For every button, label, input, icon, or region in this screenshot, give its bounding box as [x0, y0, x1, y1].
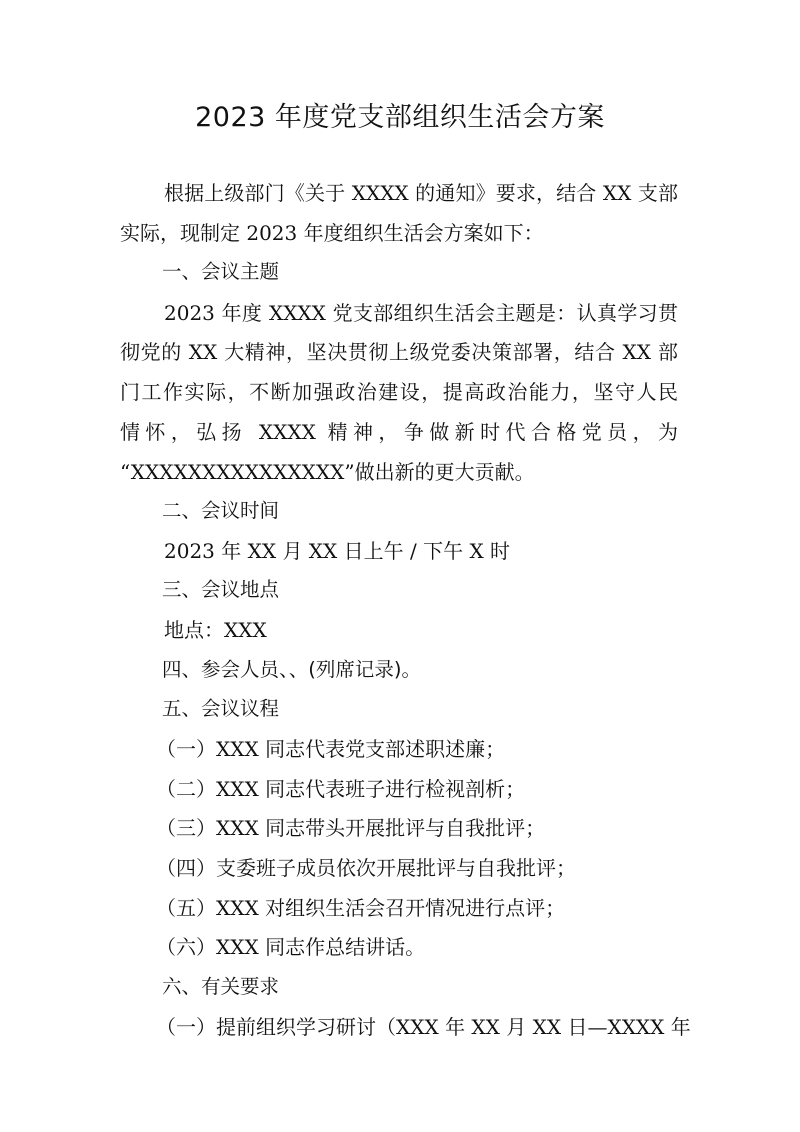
agenda-item: （一）XXX 同志代表党支部述职述廉；: [156, 737, 506, 761]
theme-paragraph: [0, 297, 800, 329]
agenda-item: （六）XXX 同志作总结讲话。: [156, 935, 426, 959]
theme-line-1: 2023 年度 XXXX 党支部组织生活会主题是：认真学习贯: [164, 301, 678, 325]
section-heading-theme: 一、会议主题: [162, 260, 280, 283]
section-heading-time: 二、会议时间: [162, 499, 280, 522]
document-title: 2023 年度党支部组织生活会方案: [195, 102, 605, 133]
theme-line-4: 情怀，弘扬 XXXX 精神，争做新时代合格党员，为: [120, 420, 678, 444]
theme-line-2: 彻党的 XX 大精神，坚决贯彻上级党委决策部署，结合 XX 部: [120, 340, 678, 364]
section-heading-location: 三、会议地点: [162, 578, 280, 601]
intro-line-1: 根据上级部门《关于 XXXX 的通知》要求，结合 XX 支部: [164, 181, 678, 205]
meeting-time-text: 2023 年 XX 月 XX 日上午 / 下午 X 时: [164, 539, 511, 563]
agenda-item: （四）支委班子成员依次开展批评与自我批评；: [156, 856, 576, 880]
theme-line-5: “XXXXXXXXXXXXXXX”做出新的更大贡献。: [120, 460, 535, 484]
intro-line-2: 实际，现制定 2023 年度组织生活会方案如下：: [120, 221, 544, 245]
section-heading-attendees: 四、参会人员、、(列席记录)。: [162, 658, 421, 681]
theme-line-3: 门工作实际，不断加强政治建设，提高政治能力，坚守人民: [120, 380, 678, 404]
meeting-location-text: 地点：XXX: [164, 618, 267, 642]
agenda-item: （二）XXX 同志代表班子进行检视剖析；: [156, 777, 526, 801]
section-heading-agenda: 五、会议议程: [162, 697, 280, 720]
intro-paragraph: [0, 177, 800, 209]
requirement-item: （一）提前组织学习研讨（XXX 年 XX 月 XX 日—XXXX 年: [156, 1015, 691, 1039]
agenda-item: （三）XXX 同志带头开展批评与自我批评；: [156, 816, 546, 840]
agenda-item: （五）XXX 对组织生活会召开情况进行点评；: [156, 896, 566, 920]
section-heading-requirements: 六、有关要求: [162, 975, 280, 998]
